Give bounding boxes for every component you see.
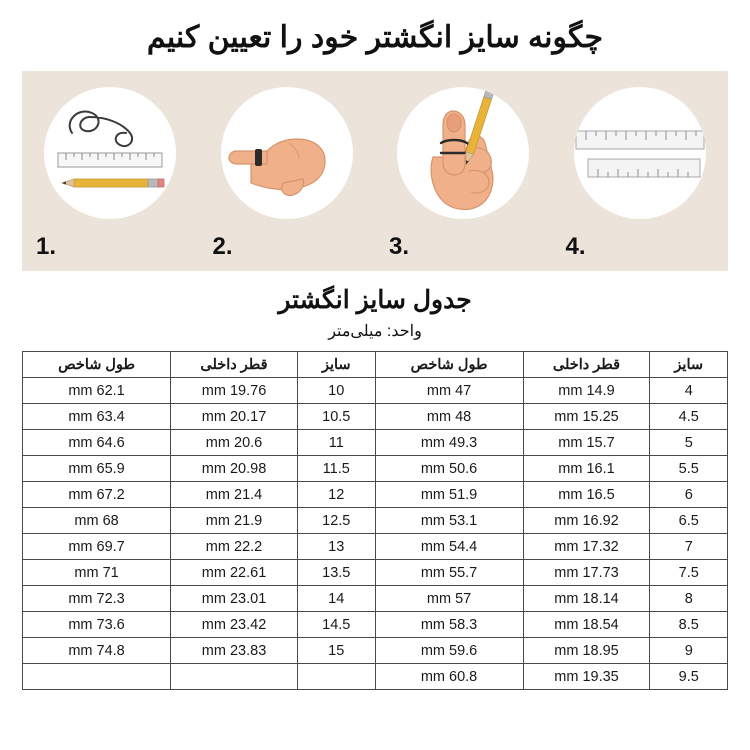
step-4-number: 4. xyxy=(565,233,586,260)
cell-diameter: 20.98 mm xyxy=(171,456,298,482)
step-1 xyxy=(22,71,199,271)
table-header-row xyxy=(23,352,728,378)
cell-diameter: 22.61 mm xyxy=(171,560,298,586)
table-row xyxy=(23,430,728,456)
steps-band xyxy=(22,71,728,271)
table-row xyxy=(23,664,728,690)
cell-size: 6 xyxy=(650,482,728,508)
cell-diameter: 18.95 mm xyxy=(523,638,650,664)
cell-length: 73.6 mm xyxy=(23,612,171,638)
table-row xyxy=(23,638,728,664)
step-3-illustration xyxy=(397,87,529,219)
table-row xyxy=(23,404,728,430)
ruler-icon xyxy=(574,87,706,219)
cell-size: 14.5 xyxy=(297,612,375,638)
cell-length: 51.9 mm xyxy=(375,482,523,508)
unit-label: واحد: میلی‌متر xyxy=(328,323,422,340)
header-size-right: سایز xyxy=(650,352,728,378)
cell-length: 63.4 mm xyxy=(23,404,171,430)
cell-diameter: 22.2 mm xyxy=(171,534,298,560)
cell-diameter: 14.9 mm xyxy=(523,378,650,404)
header-length-left: طول شاخص xyxy=(23,352,171,378)
cell-size: 9.5 xyxy=(650,664,728,690)
cell-diameter: 15.7 mm xyxy=(523,430,650,456)
cell-length: 48 mm xyxy=(375,404,523,430)
cell-length: 47 mm xyxy=(375,378,523,404)
table-row xyxy=(23,586,728,612)
cell-diameter: 20.6 mm xyxy=(171,430,298,456)
cell-length: 55.7 mm xyxy=(375,560,523,586)
table-row xyxy=(23,456,728,482)
cell-length: 57 mm xyxy=(375,586,523,612)
cell-size: 14 xyxy=(297,586,375,612)
cell-length: 67.2 mm xyxy=(23,482,171,508)
cell-diameter: 15.25 mm xyxy=(523,404,650,430)
cell-length: 64.6 mm xyxy=(23,430,171,456)
cell-diameter: 16.1 mm xyxy=(523,456,650,482)
step-2-illustration xyxy=(221,87,353,219)
table-body xyxy=(23,378,728,690)
cell-diameter: 17.73 mm xyxy=(523,560,650,586)
cell-size: 13 xyxy=(297,534,375,560)
cell-diameter: 23.01 mm xyxy=(171,586,298,612)
header-size-left: سایز xyxy=(297,352,375,378)
step-1-illustration xyxy=(44,87,176,219)
cell-length: 59.6 mm xyxy=(375,638,523,664)
table-row xyxy=(23,560,728,586)
cell-size: 13.5 xyxy=(297,560,375,586)
cell-length: 58.3 mm xyxy=(375,612,523,638)
cell-length: 71 mm xyxy=(23,560,171,586)
step-4 xyxy=(552,71,729,271)
cell-size: 15 xyxy=(297,638,375,664)
cell-diameter: 17.32 mm xyxy=(523,534,650,560)
cell-diameter: 16.5 mm xyxy=(523,482,650,508)
step-1-number: 1. xyxy=(36,233,57,260)
cell-diameter: 19.76 mm xyxy=(171,378,298,404)
cell-diameter-empty xyxy=(171,664,298,690)
cell-length: 69.7 mm xyxy=(23,534,171,560)
table-row xyxy=(23,482,728,508)
cell-length: 62.1 mm xyxy=(23,378,171,404)
step-3 xyxy=(375,71,552,271)
cell-diameter: 19.35 mm xyxy=(523,664,650,690)
cell-size: 11.5 xyxy=(297,456,375,482)
cell-size: 10.5 xyxy=(297,404,375,430)
cell-diameter: 21.9 mm xyxy=(171,508,298,534)
cell-length: 65.9 mm xyxy=(23,456,171,482)
table-row xyxy=(23,508,728,534)
cell-length: 50.6 mm xyxy=(375,456,523,482)
header-diameter-left: قطر داخلی xyxy=(171,352,298,378)
finger-wrapped-with-string-icon xyxy=(397,87,529,219)
cell-size: 8.5 xyxy=(650,612,728,638)
cell-length: 54.4 mm xyxy=(375,534,523,560)
table-row xyxy=(23,378,728,404)
table-row xyxy=(23,612,728,638)
cell-size: 12.5 xyxy=(297,508,375,534)
cell-size: 6.5 xyxy=(650,508,728,534)
cell-diameter: 21.4 mm xyxy=(171,482,298,508)
cell-size: 5 xyxy=(650,430,728,456)
ring-size-table xyxy=(22,351,728,690)
cell-size: 4.5 xyxy=(650,404,728,430)
cell-size: 10 xyxy=(297,378,375,404)
string-and-pencil-icon xyxy=(44,87,176,219)
cell-length: 60.8 mm xyxy=(375,664,523,690)
cell-length-empty xyxy=(23,664,171,690)
step-2 xyxy=(199,71,376,271)
cell-size: 8 xyxy=(650,586,728,612)
cell-length: 72.3 mm xyxy=(23,586,171,612)
cell-diameter: 23.83 mm xyxy=(171,638,298,664)
cell-size: 7 xyxy=(650,534,728,560)
step-4-illustration xyxy=(574,87,706,219)
cell-length: 68 mm xyxy=(23,508,171,534)
cell-diameter: 18.14 mm xyxy=(523,586,650,612)
header-length-right: طول شاخص xyxy=(375,352,523,378)
cell-length: 49.3 mm xyxy=(375,430,523,456)
table-row xyxy=(23,534,728,560)
cell-diameter: 18.54 mm xyxy=(523,612,650,638)
cell-length: 53.1 mm xyxy=(375,508,523,534)
cell-size: 5.5 xyxy=(650,456,728,482)
cell-length: 74.8 mm xyxy=(23,638,171,664)
hand-with-ring-icon xyxy=(221,87,353,219)
cell-size: 11 xyxy=(297,430,375,456)
step-3-number: 3. xyxy=(389,233,410,260)
size-table-wrap xyxy=(22,351,728,690)
step-2-number: 2. xyxy=(212,233,233,260)
cell-diameter: 20.17 mm xyxy=(171,404,298,430)
cell-size-empty xyxy=(297,664,375,690)
page-title: چگونه سایز انگشتر خود را تعیین کنیم xyxy=(146,21,604,54)
table-title: جدول سایز انگشتر xyxy=(278,286,472,314)
header-diameter-right: قطر داخلی xyxy=(523,352,650,378)
cell-size: 4 xyxy=(650,378,728,404)
cell-diameter: 16.92 mm xyxy=(523,508,650,534)
cell-size: 7.5 xyxy=(650,560,728,586)
cell-size: 9 xyxy=(650,638,728,664)
cell-diameter: 23.42 mm xyxy=(171,612,298,638)
cell-size: 12 xyxy=(297,482,375,508)
